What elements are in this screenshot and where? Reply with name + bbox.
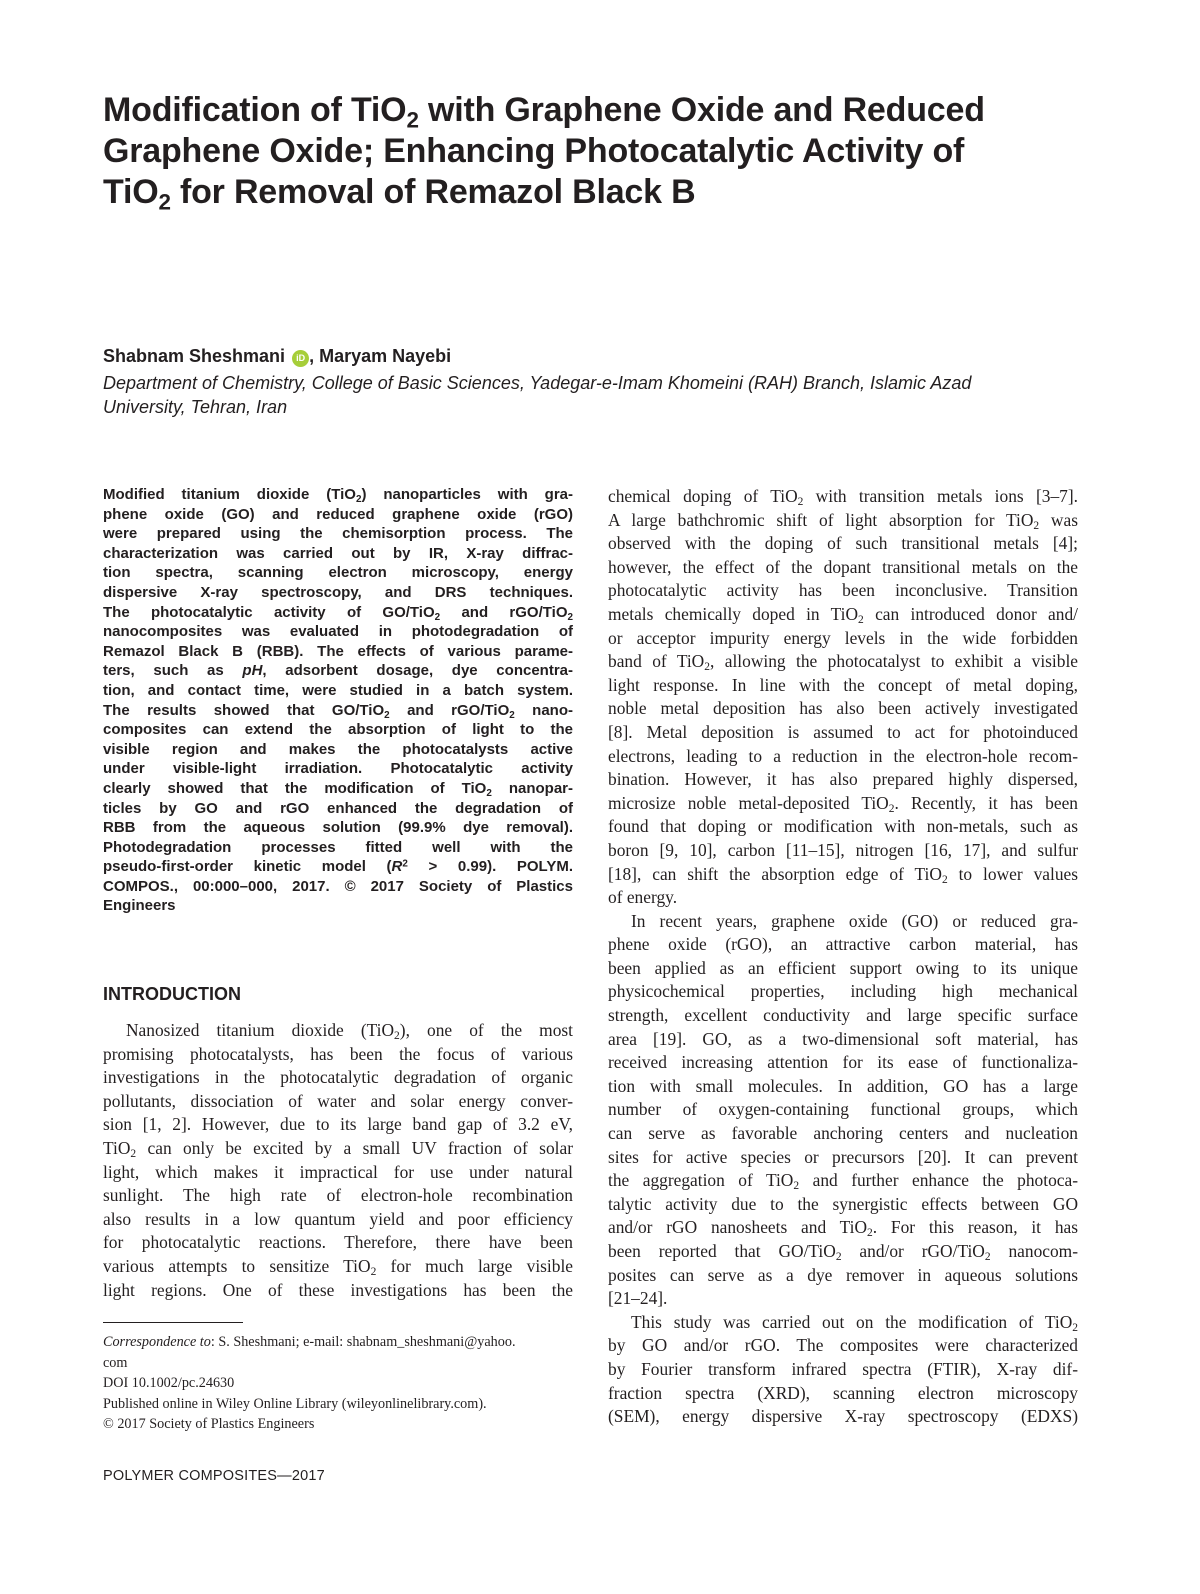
author-name: Shabnam Sheshmani: [103, 346, 286, 366]
title-line-2: Graphene Oxide; Enhancing Photocatalytic Activity of: [103, 132, 965, 170]
introduction-body: [103, 1019, 573, 1302]
abstract-line: tion, and contact time, were studied in a batch system.: [103, 681, 573, 699]
body-line: however, the effect of the dopant transitional metals on the: [608, 556, 1078, 577]
body-line: (SEM), energy dispersive X-ray spectroscopy (EDXS): [608, 1406, 1078, 1427]
body-line: of energy.: [608, 887, 678, 908]
body-line: received increasing attention for its ease of functionaliza-: [608, 1052, 1078, 1073]
body-line: or acceptor impurity energy levels in the wide forbidden: [608, 627, 1078, 648]
body-line: phene oxide (rGO), an attractive carbon material, has: [608, 934, 1078, 955]
body-line: pollutants, dissociation of water and solar energy conver-: [103, 1090, 573, 1111]
body-line: can serve as favorable anchoring centers and nucleation: [608, 1123, 1078, 1144]
orcid-icon[interactable]: iD: [292, 350, 309, 367]
body-line: boron [9, 10], carbon [11–15], nitrogen [16, 17], and sulfur: [608, 839, 1078, 860]
body-line: promising photocatalysts, has been the focus of various: [103, 1043, 573, 1064]
abstract-line: composites can extend the absorption of light to the: [103, 721, 573, 739]
body-line: photocatalytic activity has been inconclusive. Transition: [608, 580, 1078, 601]
body-line: This study was carried out on the modification of TiO$_2$: [631, 1311, 1078, 1334]
body-line: investigations in the photocatalytic degradation of organic: [103, 1067, 573, 1088]
body-line: by Fourier transform infrared spectra (FTIR), X-ray dif-: [608, 1358, 1078, 1379]
body-line: [18], can shift the absorption edge of TiO$_2$ to lower values: [608, 863, 1079, 886]
left-column: [103, 485, 573, 916]
abstract-line: pseudo-first-order kinetic model $(R^2 > 0.99)$. POLYM.: [103, 858, 573, 876]
body-line: the aggregation of TiO$_2$ and further enhance the photoca-: [608, 1170, 1079, 1193]
body-line: also results in a low quantum yield and poor efficiency: [103, 1208, 573, 1229]
abstract-line: ters, such as pH, adsorbent dosage, dye concentra-: [103, 662, 573, 680]
body-line: chemical doping of TiO$_2$ with transition metals ions [3–7].: [608, 486, 1079, 509]
body-line: number of oxygen-containing functional groups, which: [608, 1099, 1078, 1120]
body-line: metals chemically doped in TiO$_2$ can introduced donor and/: [608, 603, 1078, 627]
body-line: microsize noble metal-deposited TiO$_2$. Recently, it has been: [608, 792, 1078, 815]
body-line: posites can serve as a dye remover in aqueous solutions: [608, 1264, 1078, 1285]
body-line: for photocatalytic reactions. Therefore, there have been: [103, 1232, 573, 1253]
affiliation: [103, 371, 1083, 419]
body-line: sunlight. The high rate of electron-hole recombination: [103, 1185, 573, 1206]
abstract-line: were prepared using the chemisorption process. The: [103, 525, 573, 543]
body-line: electrons, leading to a reduction in the electron-hole recom-: [608, 745, 1078, 766]
abstract-line: Photodegradation processes fitted well with the: [103, 838, 573, 856]
copyright: © 2017 Society of Plastics Engineers: [103, 1416, 315, 1432]
body-line: been reported that GO/TiO$_2$ and/or rGO/TiO$_2$ nanocom-: [608, 1241, 1078, 1264]
body-line: sites for active species or precursors [20]. It can prevent: [608, 1146, 1078, 1167]
footnote-divider: [103, 1322, 243, 1323]
correspondence-line: com: [103, 1354, 128, 1371]
article-title: [103, 90, 1093, 213]
title-line-3: TiO$_2$ for Removal of Remazol Black B: [103, 173, 696, 215]
body-line: tion with small molecules. In addition, GO has a large: [608, 1075, 1078, 1096]
abstract-line: clearly showed that the modification of TiO$_2$ nanopar-: [103, 779, 573, 799]
correspondence-line: Correspondence to: S. Sheshmani; e-mail: shabnam_sheshmani@yahoo.: [103, 1334, 516, 1350]
body-line: [8]. Metal deposition is assumed to act for photoinduced: [608, 721, 1078, 742]
affiliation-line: University, Tehran, Iran: [103, 397, 288, 417]
body-line: fraction spectra (XRD), scanning electron microscopy: [608, 1382, 1078, 1403]
title-line-1: Modification of TiO$_2$ with Graphene Oxide and Reduced: [103, 91, 985, 133]
body-line: by GO and/or rGO. The composites were characterized: [608, 1335, 1078, 1356]
published-note: Published online in Wiley Online Library (wileyonlinelibrary.com).: [103, 1395, 487, 1412]
body-line: [21–24].: [608, 1288, 668, 1309]
body-line: area [19]. GO, as a two-dimensional soft material, has: [608, 1028, 1078, 1049]
abstract-line: ticles by GO and rGO enhanced the degradation of: [103, 799, 573, 817]
body-line: bination. However, it has also prepared highly dispersed,: [608, 769, 1078, 790]
right-column: [608, 485, 1078, 1429]
abstract-line: phene oxide (GO) and reduced graphene oxide (rGO): [103, 505, 573, 523]
abstract-line: visible region and makes the photocatalysts active: [103, 740, 573, 758]
author-list: [103, 346, 451, 367]
author-name: , Maryam Nayebi: [309, 346, 452, 366]
body-line: and/or rGO nanosheets and TiO$_2$. For this reason, it has: [608, 1217, 1078, 1240]
body-line: physicochemical properties, including high mechanical: [608, 981, 1078, 1002]
footnote: [103, 1332, 573, 1435]
abstract-line: The results showed that GO/TiO$_2$ and rGO/TiO$_2$ nano-: [103, 701, 573, 721]
section-heading: INTRODUCTION: [103, 984, 241, 1004]
body-line: light, which makes it impractical for use under natural: [103, 1161, 573, 1182]
abstract-line: dispersive X-ray spectroscopy, and DRS techniques.: [103, 583, 573, 601]
body-line: found that doping or modification with non-metals, such as: [608, 816, 1078, 837]
body-line: noble metal deposition has also been actively investigated: [608, 698, 1078, 719]
body-line: strength, excellent conductivity and large specific surface: [608, 1005, 1078, 1026]
body-line: sion [1, 2]. However, due to its large band gap of 3.2 eV,: [103, 1114, 573, 1135]
body-line: talytic activity due to the synergistic effects between GO: [608, 1193, 1078, 1214]
body-line: Nanosized titanium dioxide (TiO$_2$), one of the most: [126, 1020, 574, 1043]
affiliation-line: Department of Chemistry, College of Basic Sciences, Yadegar-e-Imam Khomeini (RAH) Branch, Islamic Azad: [103, 373, 972, 393]
running-footer: POLYMER COMPOSITES—2017: [103, 1468, 325, 1484]
body-line: observed with the doping of such transitional metals [4];: [608, 533, 1078, 554]
body-line: band of TiO$_2$, allowing the photocatalyst to exhibit a visible: [608, 651, 1079, 674]
doi: DOI 10.1002/pc.24630: [103, 1375, 235, 1391]
body-line: light response. In line with the concept of metal doping,: [608, 674, 1078, 695]
body-line: various attempts to sensitize TiO$_2$ for much large visible: [103, 1255, 573, 1279]
abstract-line: Modified titanium dioxide (TiO$_2$) nanoparticles with gra-: [103, 486, 574, 505]
body-line: light regions. One of these investigations has been the: [103, 1279, 573, 1300]
abstract-line: RBB from the aqueous solution (99.9% dye removal).: [103, 819, 573, 837]
abstract-line: Remazol Black B (RBB). The effects of various parame-: [103, 642, 573, 660]
abstract: [103, 485, 573, 916]
abstract-line: The photocatalytic activity of GO/TiO$_2$ and rGO/TiO$_2$: [103, 603, 573, 623]
body-line: been applied as an efficient support owing to its unique: [608, 957, 1078, 978]
abstract-line: under visible-light irradiation. Photocatalytic activity: [103, 760, 573, 778]
abstract-line: Engineers: [103, 897, 176, 915]
abstract-line: characterization was carried out by IR, X-ray diffrac-: [103, 544, 573, 562]
abstract-line: nanocomposites was evaluated in photodegradation of: [103, 623, 573, 641]
abstract-line: tion spectra, scanning electron microscopy, energy: [103, 564, 573, 582]
abstract-line: COMPOS., 00:000–000, 2017. © 2017 Society of Plastics: [103, 877, 573, 895]
body-line: In recent years, graphene oxide (GO) or reduced gra-: [631, 910, 1078, 931]
body-line: A large bathchromic shift of light absorption for TiO$_2$ was: [608, 509, 1078, 532]
body-line: TiO$_2$ can only be excited by a small UV fraction of solar: [103, 1137, 573, 1161]
